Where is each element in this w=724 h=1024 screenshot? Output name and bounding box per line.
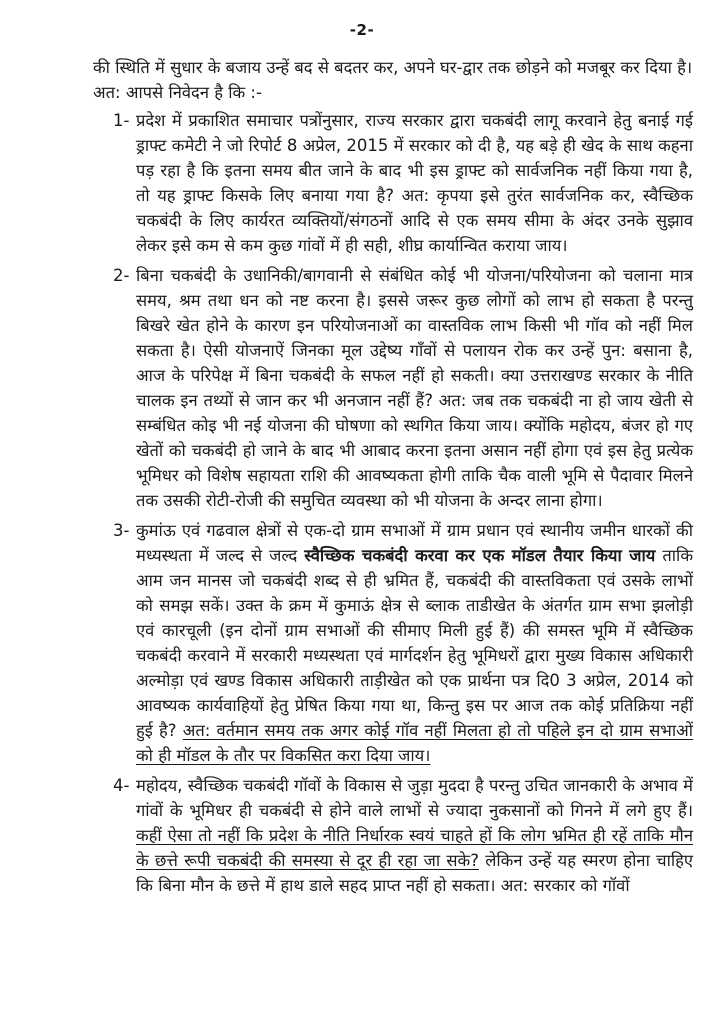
list-item-2 — [113, 263, 693, 513]
numbered-list — [113, 108, 693, 898]
item-text-bold: स्वैच्छिक चकबंदी करवा कर एक मॉडल तैयार किया जाय — [304, 546, 656, 565]
item-text: प्रदेश में प्रकाशित समाचार पत्रोंनुसार, राज्य सरकार द्वारा चकबंदी लागू करवाने हेतु बनाई गई ड्राफ्ट कमेटी ने जो रिपोर्ट 8 अप्रेल, 2015 में सरकार को दी है, यह बड़े ही खेद के साथ कहना पड़ रहा है कि इतना समय बीत जाने के बाद भी इस ड्राफ्ट को सार्वजनिक नहीं किया गया है, तो यह ड्राफ्ट किसके लिए बनाया गया है? अत: कृपया इसे तुरंत सार्वजनिक कर, स्वैच्छिक चकबंदी के लिए कार्यरत व्यक्तियों/संगठनों आदि से एक समय सीमा के अंदर उनके सुझाव लेकर इसे कम से कम कुछ गांवों में ही सही, शीघ्र कार्यान्वित कराया जाय। — [136, 111, 693, 255]
intro-line-1: की स्थिति में सुधार के बजाय उन्हें बद से बदतर कर, अपने घर-द्वार तक छोड़ने को मजबूर कर दिया है। — [93, 58, 693, 77]
page-number: -2- — [349, 21, 375, 39]
list-item-1 — [113, 108, 693, 258]
item-text: कुमांऊ एवं गढवाल क्षेत्रों से एक-दो ग्राम सभाओं में ग्राम प्रधान एवं स्थानीय जमीन धारकों की मध्यस्थता में जल्द से जल्द — [136, 521, 693, 565]
item-number: 2- — [113, 266, 130, 285]
list-item-3 — [113, 518, 693, 768]
item-text: लेकिन उन्हें यह स्मरण होना चाहिए कि बिना मौन के छत्ते में हाथ डाले सहद प्राप्त नहीं हो सकता। अत: सरकार को गॉवों — [136, 851, 693, 895]
item-text: ताकि आम जन मानस जो चकबंदी शब्द से ही भ्रमित हैं, चकबंदी की वास्तविकता एवं उसके लाभों को समझ सकें। उक्त के क्रम में कुमाऊं क्षेत्र से ब्लाक ताडीखेत के अंतर्गत ग्राम सभा झलोड़ी एवं कारचूली (इन दोनों ग्राम सभाओं की सीमाए मिली हुई हैं) की समस्त भूमि में स्वैच्छिक चकबंदी करवाने में सरकारी मध्यस्थता एवं मार्गदर्शन हेतु भूमिधरों द्वारा मुख्य विकास अधिकारी अल्मोड़ा एवं खण्ड विकास अधिकारी ताड़ीखेत को एक प्रार्थना पत्र दि0 3 अप्रेल, 2014 को आवष्यक कार्यवाहियों हेतु प्रेषित किया गया था, किन्तु इस पर आज तक कोई प्रतिक्रिया नहीं हुई है? — [136, 546, 693, 740]
item-number: 4- — [113, 776, 130, 795]
item-number: 3- — [113, 521, 130, 540]
item-text-underlined: अत: वर्तमान समय तक अगर कोई गॉव नहीं मिलता हो तो पहिले इन दो ग्राम सभाओं को ही मॉडल के तौर पर विकसित करा दिया जाय। — [136, 721, 693, 765]
list-item-4 — [113, 773, 693, 898]
item-number: 1- — [113, 111, 130, 130]
intro-line-2: अत: आपसे निवेदन है कि :- — [93, 83, 262, 102]
item-text: महोदय, स्वैच्छिक चकबंदी गॉवों के विकास से जुड़ा मुददा है परन्तु उचित जानकारी के अभाव में गांवों के भूमिधर ही चकबंदी से होने वाले लाभों से ज्यादा नुकसानों को गिनने में लगे हुए हैं। — [136, 776, 693, 820]
item-text: बिना चकबंदी के उधानिकी/बागवानी से संबंधित कोई भी योजना/परियोजना को चलाना मात्र समय, श्रम तथा धन को नष्ट करना है। इससे जरूर कुछ लोगों को लाभ हो सकता है परन्तु बिखरे खेत होने के कारण इन परियोजनाओं का वास्तविक लाभ किसी भी गॉव को नहीं मिल सकता है। ऐसी योजनाऐं जिनका मूल उद्देष्य गाँवों से पलायन रोक कर उन्हें पुन: बसाना है, आज के परिपेक्ष में बिना चकबंदी के सफल नहीं हो सकती। क्या उत्तराखण्ड सरकार के नीति चालक इन तथ्यों से जान कर भी अनजान नहीं हैं? अत: जब तक चकबंदी ना हो जाय खेती से सम्बंधित कोइ भी नई योजना की घोषणा को स्थगित किया जाय। क्योंकि महोदय, बंजर हो गए खेतों को चकबंदी हो जाने के बाद भी आबाद करना इतना असान नहीं होगा एवं इस हेतु प्रत्येक भूमिधर को विशेष सहायता राशि की आवष्यकता होगी ताकि चैक वाली भूमि से पैदावार मिलने तक उसकी रोटी-रोजी की समुचित व्यवस्था को भी योजना के अन्दर लाना होगा। — [136, 266, 693, 510]
intro-paragraph — [93, 55, 693, 105]
item-text-underlined: कहीं ऐसा तो नहीं कि प्रदेश के नीति निर्धारक स्वयं चाहते हों कि लोग भ्रमित ही रहें ताकि मौन के छत्ते रूपी चकबंदी की समस्या से दूर ही रहा जा सके? — [136, 826, 693, 870]
